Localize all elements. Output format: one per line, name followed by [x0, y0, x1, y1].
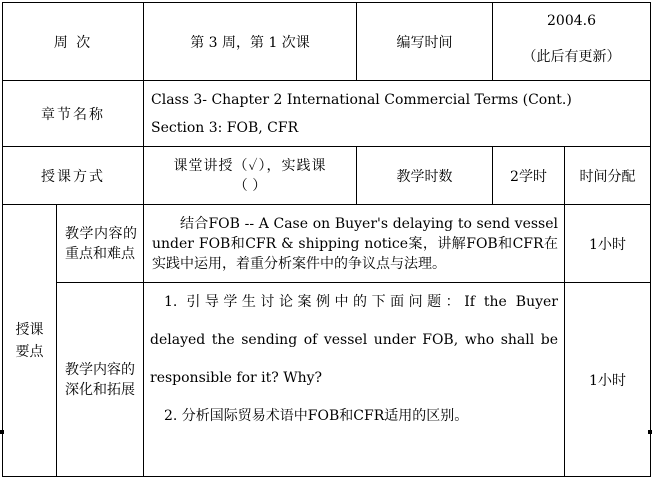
- time-alloc-label-cell: [565, 147, 651, 205]
- focus-text-cell: [144, 205, 565, 283]
- deepen-time: 1小时: [589, 372, 626, 389]
- section-label-cell: [3, 81, 144, 147]
- key-points-group-cell: [3, 205, 57, 477]
- focus-label: 教学内容的重点和难点: [65, 225, 137, 262]
- page-edge-mark-left: [0, 430, 4, 434]
- focus-text: 结合FOB -- A Case on Buyer's delaying to send vessel under FOB和CFR & shipping notice案，讲解FOB和CFR在实践中运用，着重分析案件中的争议点与法理。: [152, 215, 558, 272]
- method-value-line-2: （ ）: [233, 177, 267, 194]
- deepen-label-cell: [57, 283, 144, 477]
- date-value: 2004.6: [547, 12, 596, 29]
- deepen-label: 教学内容的深化和拓展: [65, 361, 135, 398]
- section-line-1: Class 3- Chapter 2 International Commercial Terms (Cont.): [151, 91, 572, 108]
- section-line-2: Section 3: FOB, CFR: [151, 119, 299, 136]
- key-points-group-label: 授课要点: [15, 321, 44, 360]
- date-value-cell: [493, 3, 651, 81]
- deepen-line-3: responsible for it? Why?: [150, 370, 323, 386]
- deepen-line-2: delayed the sending of vessel under FOB, who shall be: [150, 332, 558, 348]
- section-title-cell: [144, 81, 651, 147]
- week-label-cell: [3, 3, 144, 81]
- hours-label: 教学时数: [396, 168, 453, 185]
- syllabus-table: [2, 2, 651, 477]
- date-note: （此后有更新）: [522, 48, 621, 65]
- page-edge-mark-right: [648, 430, 652, 434]
- method-value-line-1: 课堂讲授（✓），实践课: [173, 157, 327, 174]
- method-label: 授课方式: [41, 168, 105, 185]
- deepen-time-cell: [565, 283, 651, 477]
- week-label: 周 次: [53, 34, 93, 51]
- date-label: 编写时间: [396, 34, 453, 51]
- method-value-cell: [144, 147, 357, 205]
- hours-value: 2学时: [510, 168, 547, 185]
- method-label-cell: [3, 147, 144, 205]
- hours-value-cell: [493, 147, 565, 205]
- focus-label-cell: [57, 205, 144, 283]
- focus-time-cell: [565, 205, 651, 283]
- week-value-cell: [144, 3, 357, 81]
- deepen-line-4: 2. 分析国际贸易术语中FOB和CFR适用的区别。: [164, 408, 469, 424]
- date-label-cell: [357, 3, 493, 81]
- section-label: 章节名称: [41, 106, 105, 123]
- week-value: 第 3 周，第 1 次课: [190, 34, 310, 51]
- deepen-text-cell: [144, 283, 565, 477]
- time-alloc-label: 时间分配: [579, 168, 636, 185]
- hours-label-cell: [357, 147, 493, 205]
- deepen-line-1: 1. 引导学生讨论案例中的下面问题：If the Buyer: [164, 294, 558, 310]
- focus-time: 1小时: [589, 236, 626, 253]
